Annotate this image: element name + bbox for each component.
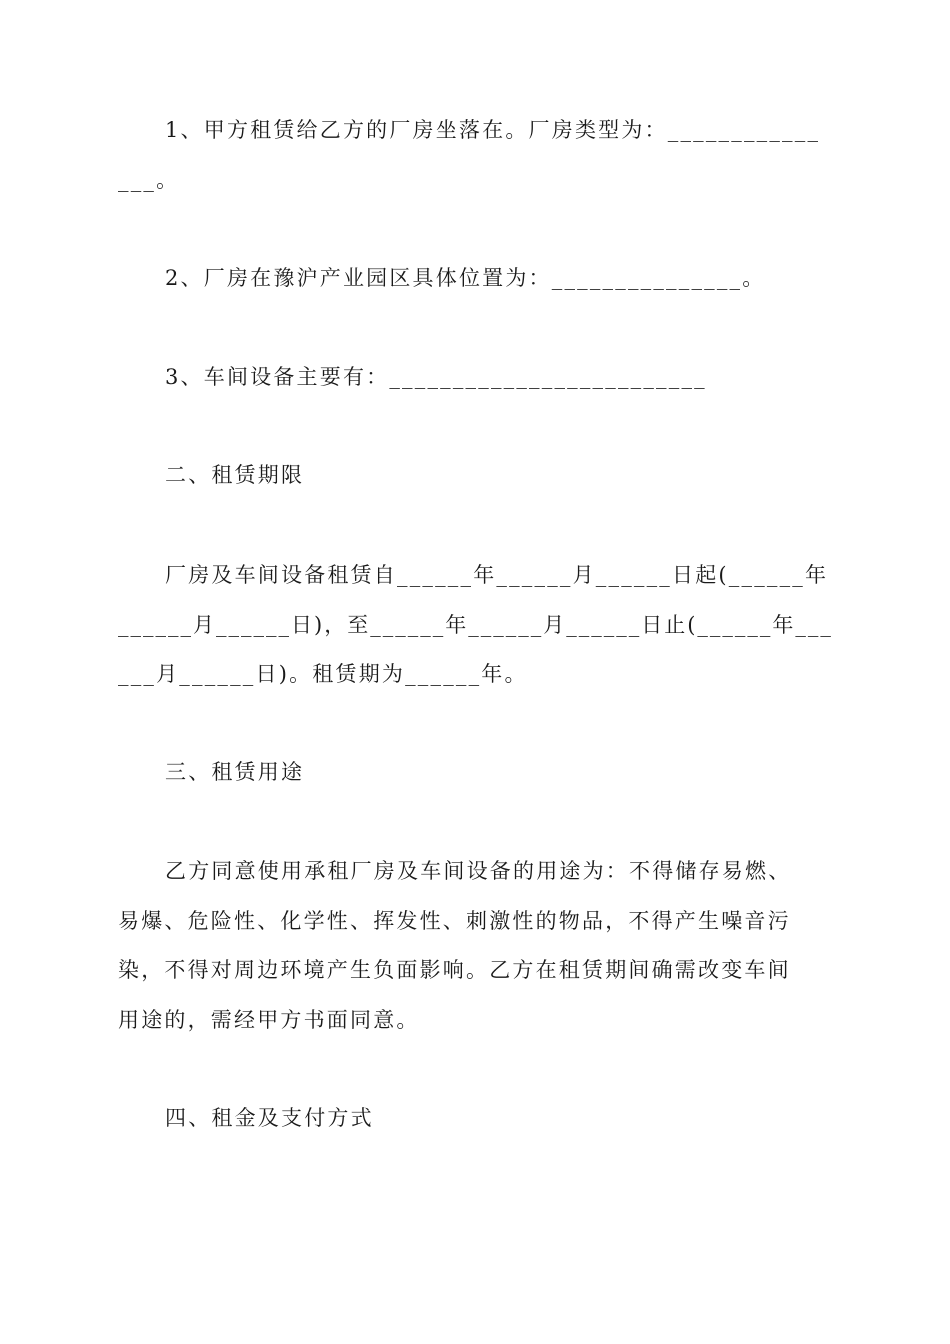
term-line-3: ___月______日)。租赁期为______年。: [118, 662, 528, 686]
term-line-1: 厂房及车间设备租赁自______年______月______日起(______年: [165, 563, 829, 587]
term-line-2: ______月______日)，至______年______月______日止(______年___: [118, 613, 833, 637]
clause-2: 2、厂房在豫沪产业园区具体位置为：_______________。: [165, 266, 766, 290]
section-4-heading: 四、租金及支付方式: [165, 1106, 374, 1130]
clause-3: 3、车间设备主要有：_________________________: [165, 365, 707, 389]
section-2-heading: 二、租赁期限: [165, 463, 305, 487]
use-line-2: 易爆、危险性、化学性、挥发性、刺激性的物品，不得产生噪音污: [118, 909, 791, 933]
clause-1-line-1: 1、甲方租赁给乙方的厂房坐落在。厂房类型为：____________: [165, 118, 821, 142]
section-3-heading: 三、租赁用途: [165, 760, 305, 784]
clause-1-line-2: ___。: [118, 168, 180, 192]
use-line-4: 用途的，需经甲方书面同意。: [118, 1008, 420, 1032]
use-line-3: 染，不得对周边环境产生负面影响。乙方在租赁期间确需改变车间: [118, 958, 791, 982]
use-line-1: 乙方同意使用承租厂房及车间设备的用途为：不得储存易燃、: [165, 859, 792, 883]
